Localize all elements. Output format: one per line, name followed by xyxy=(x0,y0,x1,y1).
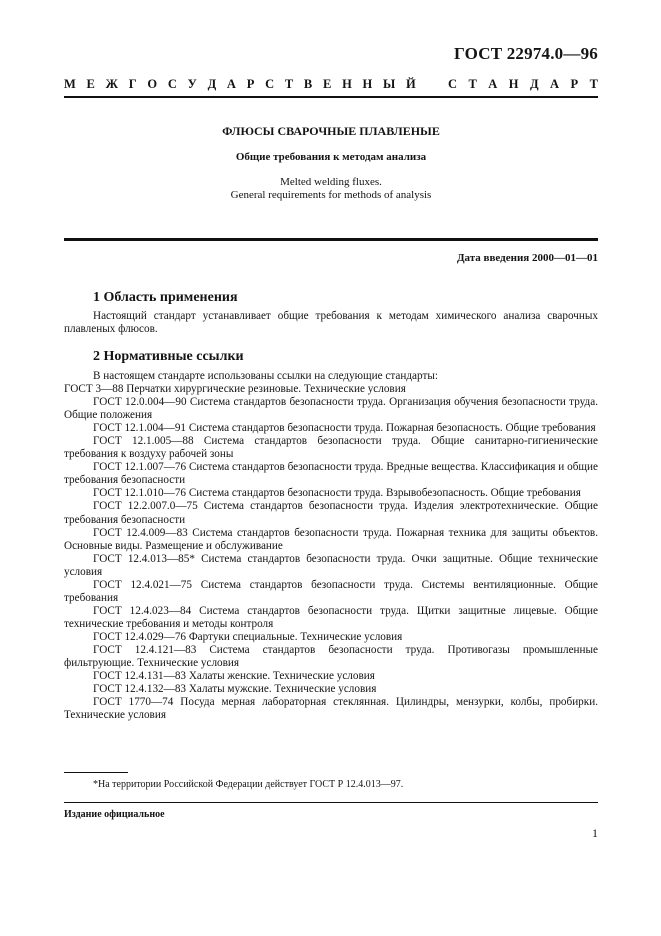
banner-letter: Е xyxy=(86,77,95,91)
banner-letter: Д xyxy=(207,77,217,91)
banner-letter: М xyxy=(64,77,76,91)
banner-letter: Н xyxy=(342,77,352,91)
banner-letter: А xyxy=(226,77,236,91)
section-1-heading: 1 Область применения xyxy=(93,290,238,305)
banner-letter: О xyxy=(147,77,158,91)
banner-letter: А xyxy=(488,77,498,91)
standard-title: ФЛЮСЫ СВАРОЧНЫЕ ПЛАВЛЕНЫЕ xyxy=(222,124,440,138)
banner-letter: С xyxy=(448,77,458,91)
banner-letter: Р xyxy=(246,77,255,91)
introduction-date: Дата введения 2000—01—01 xyxy=(456,252,598,264)
reference-item: ГОСТ 12.4.013—85* Система стандартов безопасности труда. Очки защитные. Общие технические условия xyxy=(64,552,598,578)
footnote-rule xyxy=(64,772,128,773)
banner-letter: Й xyxy=(406,77,416,91)
banner-letter: У xyxy=(187,77,197,91)
english-title-line2: General requirements for methods of analysis xyxy=(230,189,432,201)
header-rule xyxy=(64,96,598,98)
edition-rule xyxy=(64,802,598,803)
banner-letter: Д xyxy=(529,77,539,91)
reference-item: ГОСТ 12.4.029—76 Фартуки специальные. Технические условия xyxy=(93,630,403,643)
banner-letter: С xyxy=(265,77,275,91)
banner-letter: С xyxy=(167,77,177,91)
banner-word-interstate xyxy=(64,77,416,92)
reference-item: ГОСТ 1770—74 Посуда мерная лабораторная стеклянная. Цилиндры, мензурки, колбы, пробирки. Технические условия xyxy=(64,696,598,722)
banner-word-standard xyxy=(448,77,598,92)
interstate-standard-banner xyxy=(64,77,598,92)
banner-letter: Т xyxy=(284,77,294,91)
reference-item: ГОСТ 12.2.007.0—75 Система стандартов безопасности труда. Изделия электротехнические. Общие требования безопасности xyxy=(64,500,598,526)
standard-subtitle: Общие требования к методам анализа xyxy=(235,151,427,163)
reference-item: ГОСТ 12.1.004—91 Система стандартов безопасности труда. Пожарная безопасность. Общие требования xyxy=(93,422,596,435)
reference-item: ГОСТ 12.0.004—90 Система стандартов безопасности труда. Организация обучения безопасности труда. Общие положения xyxy=(64,396,598,422)
references-intro: В настоящем стандарте использованы ссылки на следующие стандарты: xyxy=(93,370,438,382)
reference-item: ГОСТ 12.4.132—83 Халаты мужские. Технические условия xyxy=(93,683,377,696)
reference-item: ГОСТ 12.1.005—88 Система стандартов безопасности труда. Общие санитарно-гигиенические требования к воздуху рабочей зоны xyxy=(64,435,598,461)
english-title-line1: Melted welding fluxes. xyxy=(280,176,382,188)
reference-item: ГОСТ 3—88 Перчатки хирургические резиновые. Технические условия xyxy=(64,383,406,396)
banner-letter: Т xyxy=(589,77,598,91)
normative-references xyxy=(64,370,598,722)
reference-item: ГОСТ 12.1.010—76 Система стандартов безопасности труда. Взрывобезопасность. Общие требования xyxy=(93,487,581,500)
banner-letter: Г xyxy=(128,77,137,91)
document-number: ГОСТ 22974.0—96 xyxy=(454,44,598,63)
page-number: 1 xyxy=(592,826,598,840)
banner-letter: Н xyxy=(508,77,519,91)
reference-item: ГОСТ 12.4.023—84 Система стандартов безопасности труда. Щитки защитные лицевые. Общие технические требования и методы контроля xyxy=(64,604,598,630)
banner-letter: Ы xyxy=(383,77,396,91)
reference-item: ГОСТ 12.4.121—83 Система стандартов безопасности труда. Противогазы промышленные фильтрующие. Технические условия xyxy=(64,643,598,670)
section-2-heading: 2 Нормативные ссылки xyxy=(93,349,244,364)
banner-letter: В xyxy=(303,77,313,91)
banner-letter: Т xyxy=(468,77,477,91)
official-edition-label: Издание официальное xyxy=(64,809,165,820)
reference-item: ГОСТ 12.4.021—75 Система стандартов безопасности труда. Системы вентиляционные. Общие требования xyxy=(64,578,598,604)
banner-letter: Н xyxy=(362,77,373,91)
reference-item: ГОСТ 12.4.009—83 Система стандартов безопасности труда. Пожарная техника для защиты объектов. Основные виды. Размещение и обслуживание xyxy=(64,526,598,552)
reference-item: ГОСТ 12.1.007—76 Система стандартов безопасности труда. Вредные вещества. Классификация и общие требования безопасности xyxy=(64,461,598,487)
banner-letter: Ж xyxy=(105,77,118,91)
banner-letter: А xyxy=(550,77,560,91)
banner-letter: Е xyxy=(322,77,332,91)
footnote-text: *На территории Российской Федерации действует ГОСТ Р 12.4.013—97. xyxy=(93,779,404,790)
reference-item: ГОСТ 12.4.131—83 Халаты женские. Технические условия xyxy=(93,670,375,683)
banner-letter: Р xyxy=(570,77,579,91)
section-1-text: Настоящий стандарт устанавливает общие требования к методам химического анализа сварочных плавленых флюсов. xyxy=(64,310,598,336)
title-rule xyxy=(64,238,598,241)
